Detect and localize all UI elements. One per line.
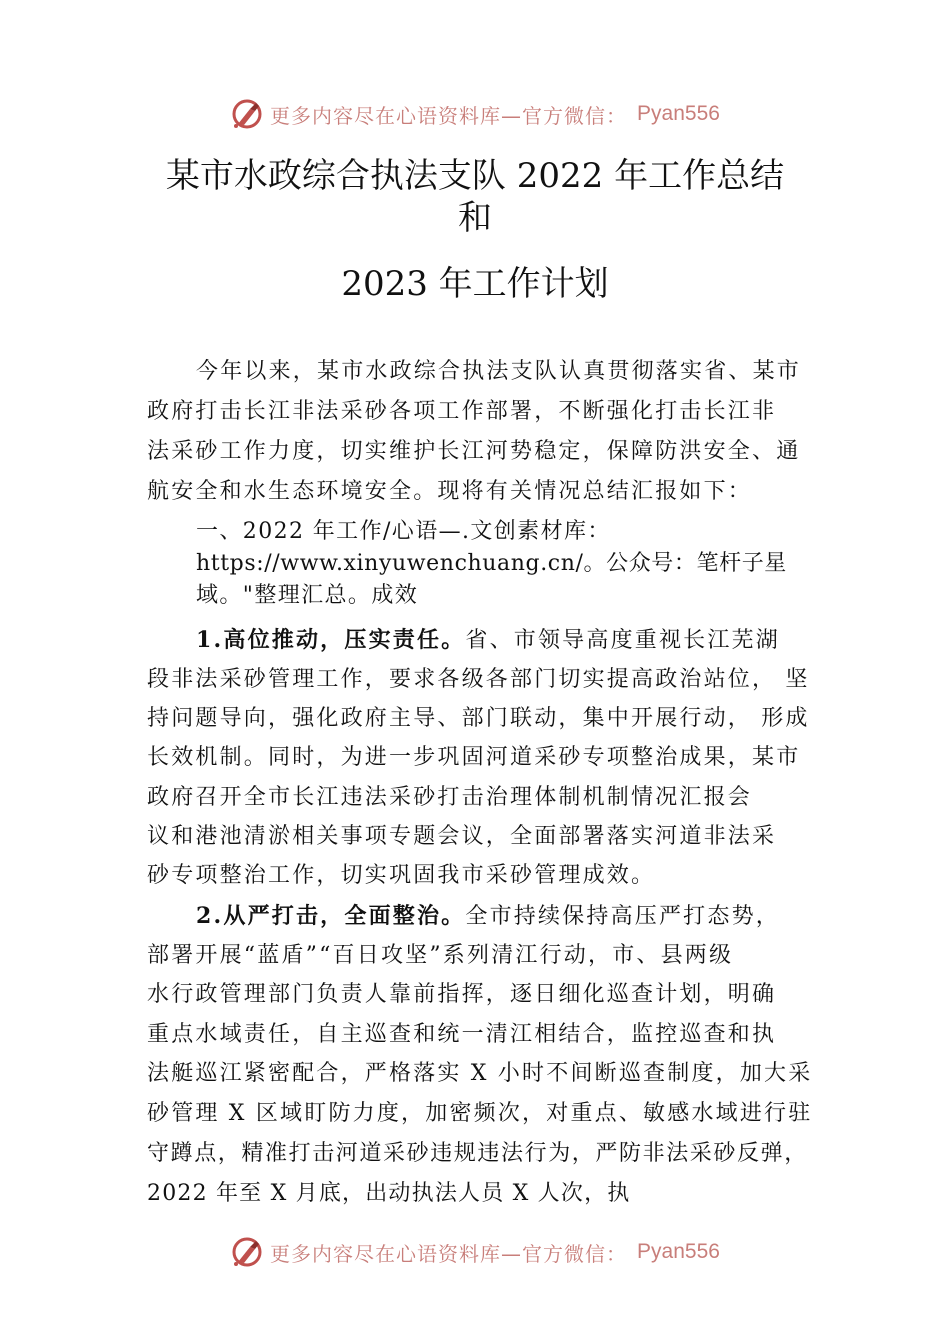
item-2-first-line [196,902,780,931]
pen-nib-logo-icon [230,97,264,131]
item-2-line: 部署开展“蓝盾”“百日攻坚”系列清江行动，市、县两级 [147,943,734,968]
pen-nib-logo-icon [230,1235,264,1269]
item-2-line: 重点水域责任，自主巡查和统一清江相结合，监控巡查和执 [147,1022,777,1047]
intro-line: 今年以来，某市水政综合执法支队认真贯彻落实省、某市 [196,359,802,384]
item-1-first-line [196,626,780,655]
watermark-header [0,94,950,134]
section-heading-line: 一、2022 年工作/心语—.文创素材库： [196,519,611,544]
watermark-footer [0,1232,950,1272]
item-1-line: 持问题导向，强化政府主导、部门联动，集中开展行动， 形成 [147,706,810,731]
item-2-line: 砂管理 X 区域盯防力度，加密频次，对重点、敏感水域进行驻 [147,1101,813,1126]
item-2-line: 守蹲点，精准打击河道采砂违规违法行为，严防非法采砂反弹， [147,1141,808,1166]
watermark-handle: Pyan556 [637,102,720,125]
item-1-line: 段非法采砂管理工作，要求各级各部门切实提高政治站位， 坚 [147,667,810,692]
item-2-line: 法艇巡江紧密配合，严格落实 X 小时不间断巡查制度，加大采 [147,1061,813,1086]
document-title-line-2: 和 [458,198,492,238]
item-2-line: 2022 年至 X 月底，出动执法人员 X 人次，执 [147,1181,631,1206]
item-2-first-rest: 全市持续保持高压严打态势， [465,904,780,929]
intro-line: 政府打击长江非法采砂各项工作部署，不断强化打击长江非 [147,399,777,424]
document-title-line-1: 某市水政综合执法支队 2022 年工作总结 [165,156,785,196]
section-heading-line: 域。"整理汇总。成效 [196,583,419,608]
watermark-handle: Pyan556 [637,1240,720,1263]
item-2-line: 水行政管理部门负责人靠前指挥，逐日细化巡查计划，明确 [147,982,777,1007]
item-2-lead: 2.从严打击，全面整治。 [196,903,466,929]
item-1-lead: 1.高位推动，压实责任。 [196,627,466,653]
document-title-line-3: 2023 年工作计划 [341,264,609,304]
section-heading-line: https://www.xinyuwenchuang.cn/。公众号：笔杆子星 [196,551,787,576]
intro-line: 法采砂工作力度，切实维护长江河势稳定，保障防洪安全、通 [147,439,801,464]
item-1-line: 政府召开全市长江违法采砂打击治理体制机制情况汇报会 [147,785,753,810]
item-1-line: 长效机制。同时，为进一步巩固河道采砂专项整治成果，某市 [147,745,801,770]
item-1-line: 议和港池清淤相关事项专题会议，全面部署落实河道非法采 [147,824,777,849]
item-1-line: 砂专项整治工作，切实巩固我市采砂管理成效。 [147,863,656,888]
watermark-text: 更多内容尽在心语资料库—官方微信： [270,1241,628,1266]
item-1-first-rest: 省、市领导高度重视长江芜湖 [465,628,780,653]
intro-line: 航安全和水生态环境安全。现将有关情况总结汇报如下： [147,479,753,504]
watermark-text: 更多内容尽在心语资料库—官方微信： [270,103,628,128]
